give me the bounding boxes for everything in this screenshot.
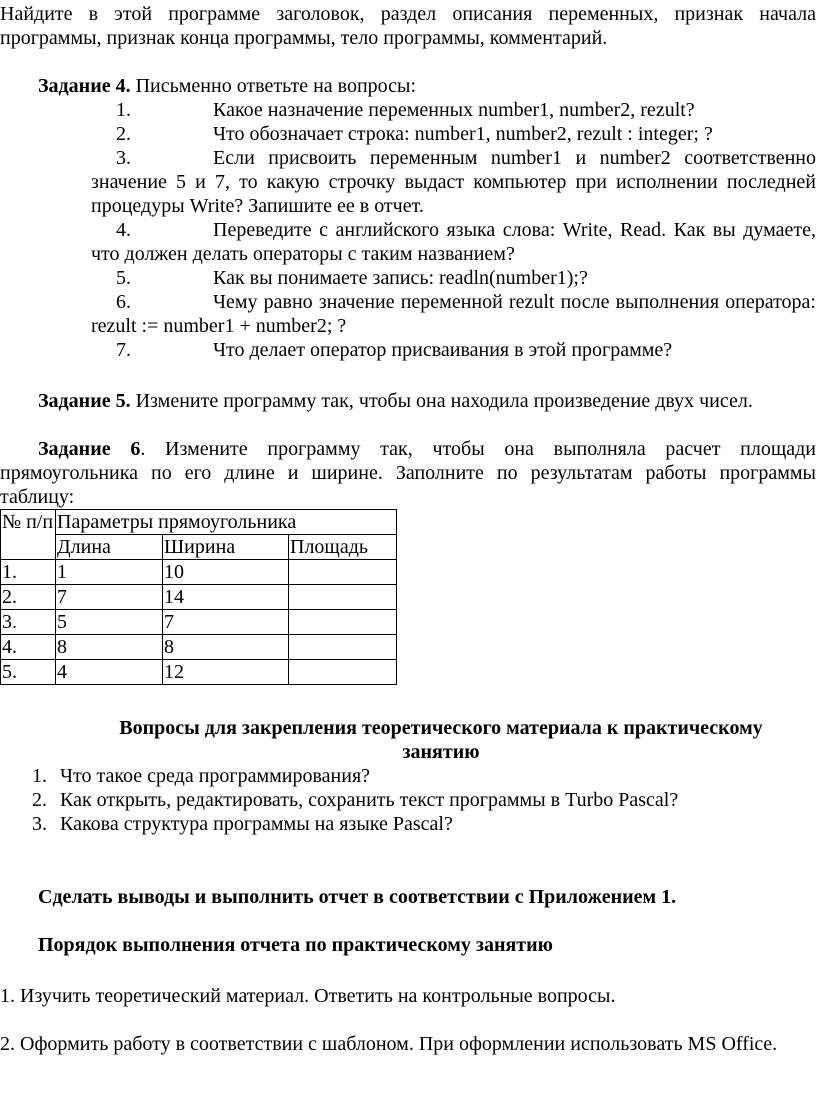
task4-question-4-line-2: что должен делать операторы с таким названием? [91,243,515,265]
question-text: Если присвоить переменным number1 и number2 соответственно [213,147,816,169]
questions-title-line-2 [0,740,816,764]
cell-area[interactable] [289,635,397,660]
task5-paragraph [38,389,753,413]
question-number: 1. [116,99,131,121]
list-item-number: 2. [32,789,47,811]
task4-label: Задание 4. [38,75,131,97]
task4-question-6-line-2: rezult := number1 + number2; ? [91,315,347,337]
task4-heading [38,74,416,98]
task6-line-1-text [38,437,816,461]
task4-question-6 [116,290,816,314]
task4-question-4 [116,218,816,242]
cell-area[interactable] [289,560,397,585]
cell-area[interactable] [289,660,397,685]
cell-number: 3. [1,610,56,635]
task4-question-7 [116,338,672,362]
table-row [1,585,397,610]
header-width: Ширина [163,535,289,560]
list-item-number: 3. [32,813,47,835]
task6-text: . Измените программу так, чтобы она выполняла расчет площади [140,438,816,460]
list-item-text: Как открыть, редактировать, сохранить текст программы в Turbo Pascal? [60,789,679,811]
report-title [38,933,553,957]
question-number: 6. [116,291,131,313]
table-header-row [1,510,397,535]
intro-line-2: программы, признак конца программы, тело программы, комментарий. [0,27,608,49]
cell-length: 1 [56,560,163,585]
question-number: 4. [116,219,131,241]
cell-area[interactable] [289,585,397,610]
table-row [1,610,397,635]
cell-width: 10 [163,560,289,585]
task6-line-2: прямоугольника по его длине и ширине. Заполните по результатам работы программы [0,462,816,484]
task4-question-3 [116,146,816,170]
cell-number: 5. [1,660,56,685]
report-step-1: 1. Изучить теоретический материал. Ответить на контрольные вопросы. [0,985,616,1007]
question-number: 3. [116,147,131,169]
task5-text: Измените программу так, чтобы она находила произведение двух чисел. [130,390,753,412]
header-area: Площадь [289,535,397,560]
header-group: Параметры прямоугольника [56,510,397,535]
list-item-text: Что такое среда программирования? [60,765,371,787]
table-row [1,560,397,585]
table-subheader-row [1,535,397,560]
header-number: № п/п [1,510,56,560]
cell-area[interactable] [289,610,397,635]
cell-width: 8 [163,635,289,660]
cell-number: 4. [1,635,56,660]
cell-length: 8 [56,635,163,660]
header-length: Длина [56,535,163,560]
task5-label: Задание 5. [38,390,131,412]
cell-length: 4 [56,660,163,685]
question-text: Переведите с английского языка слова: Write, Read. Как вы думаете, [213,219,816,241]
question-text: Что делает оператор присваивания в этой программе? [213,339,673,361]
cell-width: 12 [163,660,289,685]
task6-line-3: таблицу: [0,486,75,508]
task4-question-3-line-3: процедуры Write? Запишите ее в отчет. [91,195,424,217]
task6-label: Задание 6 [38,438,141,460]
cell-number: 2. [1,585,56,610]
task6-line-1 [38,437,816,461]
table-row [1,635,397,660]
list-item-text: Какова структура программы на языке Pascal? [60,813,453,835]
task4-question-1 [116,98,695,122]
cell-length: 7 [56,585,163,610]
cell-length: 5 [56,610,163,635]
task4-question-5 [116,266,588,290]
list-item-number: 1. [32,765,47,787]
task4-question-2 [116,122,713,146]
conclusion-text: Сделать выводы и выполнить отчет в соответствии с Приложением 1. [38,886,677,908]
list-item [32,812,453,836]
conclusion [38,885,676,909]
question-number: 5. [116,267,131,289]
cell-width: 14 [163,585,289,610]
question-text: Чему равно значение переменной rezult после выполнения оператора: [213,291,816,313]
questions-title-line-1-text: Вопросы для закрепления теоретического материала к практическому [119,717,763,739]
questions-title-line-2-text: занятию [402,741,480,763]
question-text: Какое назначение переменных number1, number2, rezult? [213,99,695,121]
question-text: Что обозначает строка: number1, number2, rezult : integer; ? [213,123,713,145]
cell-width: 7 [163,610,289,635]
question-text: Как вы понимаете запись: readln(number1);? [213,267,588,289]
table-row [1,660,397,685]
list-item [32,764,370,788]
list-item [32,788,678,812]
report-step-2: 2. Оформить работу в соответствии с шаблоном. При оформлении использовать MS Office. [0,1033,778,1055]
cell-number: 1. [1,560,56,585]
task4-text: Письменно ответьте на вопросы: [130,75,417,97]
questions-title-line-1 [0,716,816,740]
parameters-table [0,509,397,685]
intro-line-1: Найдите в этой программе заголовок, раздел описания переменных, признак начала [0,3,816,25]
question-number: 7. [116,339,131,361]
report-title-text: Порядок выполнения отчета по практическому занятию [38,934,553,956]
task4-question-3-line-2: значение 5 и 7, то какую строчку выдаст компьютер при исполнении последней [91,171,816,193]
question-number: 2. [116,123,131,145]
